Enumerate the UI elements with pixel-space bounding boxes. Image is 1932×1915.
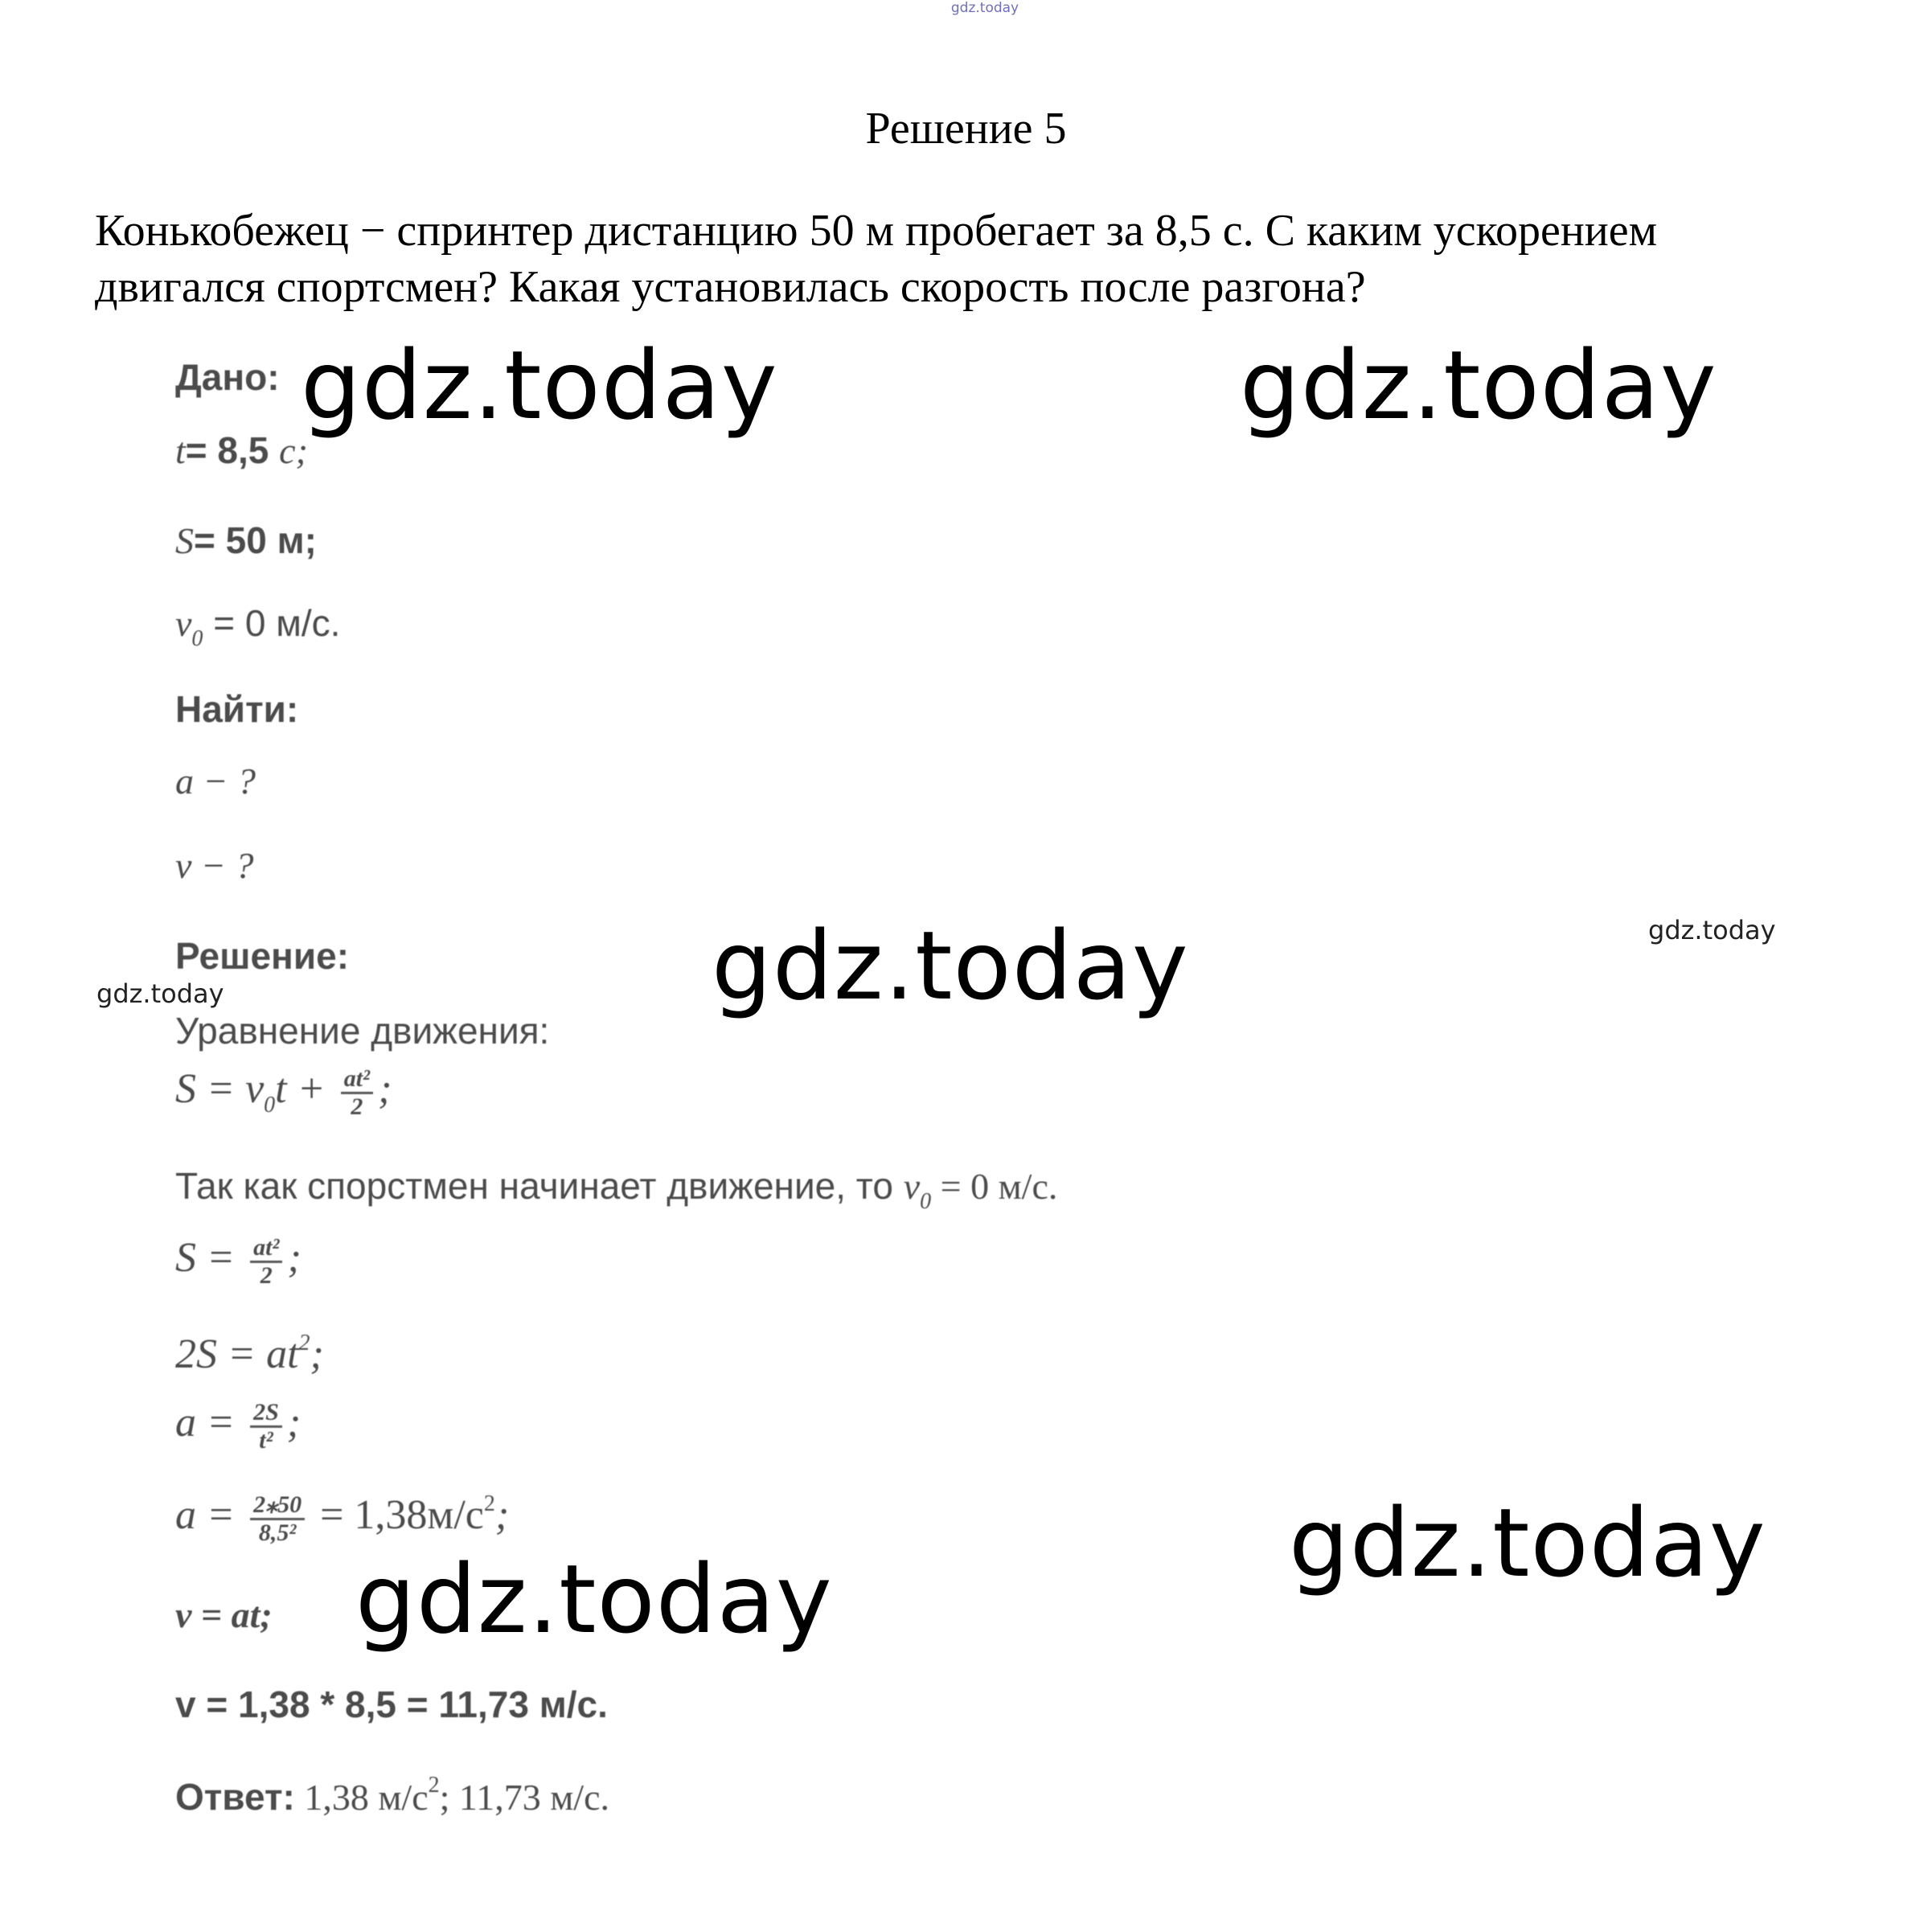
equation-acceleration-value: a = $\frac{2⁎50}{\text{8,5²}}$ = $1,38м/с^2$; — [175, 1491, 510, 1546]
given-time: t= 8,5 c; — [175, 429, 308, 471]
equation-acceleration-formula: a = $\frac{2S}{\text{t²}}$ ; — [175, 1398, 301, 1454]
given-initial-speed: $v_0 = 0$ м/с. — [175, 602, 341, 651]
given-distance: S= 50 м; — [175, 519, 317, 561]
equation-of-motion-label: Уравнение движения: — [175, 1010, 550, 1052]
watermark-small-2: gdz.today — [96, 978, 224, 1009]
solution-label: Решение: — [175, 935, 350, 977]
watermark-big-2: gdz.today — [1240, 330, 1717, 441]
given-label: Дано: — [175, 356, 280, 398]
watermark-small-1: gdz.today — [1648, 915, 1776, 945]
watermark-big-3: gdz.today — [712, 910, 1189, 1021]
header-watermark: gdz.today — [950, 0, 1019, 16]
initial-speed-note: Так как спорстмен начинает движение, то $v_0 = 0$ м/с. — [175, 1165, 1058, 1214]
find-acceleration: a − ? — [175, 761, 256, 802]
equation-distance: S = $\frac{\text{at²}}{2}$ ; — [175, 1233, 301, 1289]
problem-line-2: двигался спортсмен? Какая установилась скорость после разгона? — [95, 262, 1366, 312]
answer: Ответ: 1,38 $м/с^2$; 11,73 м/с. — [175, 1773, 610, 1818]
equation-2s: $2S = at^2$; — [175, 1331, 324, 1377]
equation-speed-formula: v = at; — [175, 1594, 273, 1635]
watermark-big-4: gdz.today — [1289, 1487, 1766, 1598]
watermark-big-1: gdz.today — [301, 330, 778, 441]
problem-statement — [95, 203, 1657, 315]
problem-line-1: Конькобежец − спринтер дистанцию 50 м пробегает за 8,5 с. С каким ускорением — [95, 206, 1658, 256]
equation-motion: $S = v_0t$ + $\frac{\text{at²}}{2}$ ; — [175, 1064, 392, 1120]
page-title: Решение 5 — [865, 104, 1067, 154]
find-speed: v − ? — [175, 845, 254, 886]
equation-speed-value: v = 1,38 * 8,5 = 11,73 м/с. — [175, 1683, 608, 1725]
find-label: Найти: — [175, 688, 299, 730]
watermark-big-5: gdz.today — [355, 1544, 833, 1655]
